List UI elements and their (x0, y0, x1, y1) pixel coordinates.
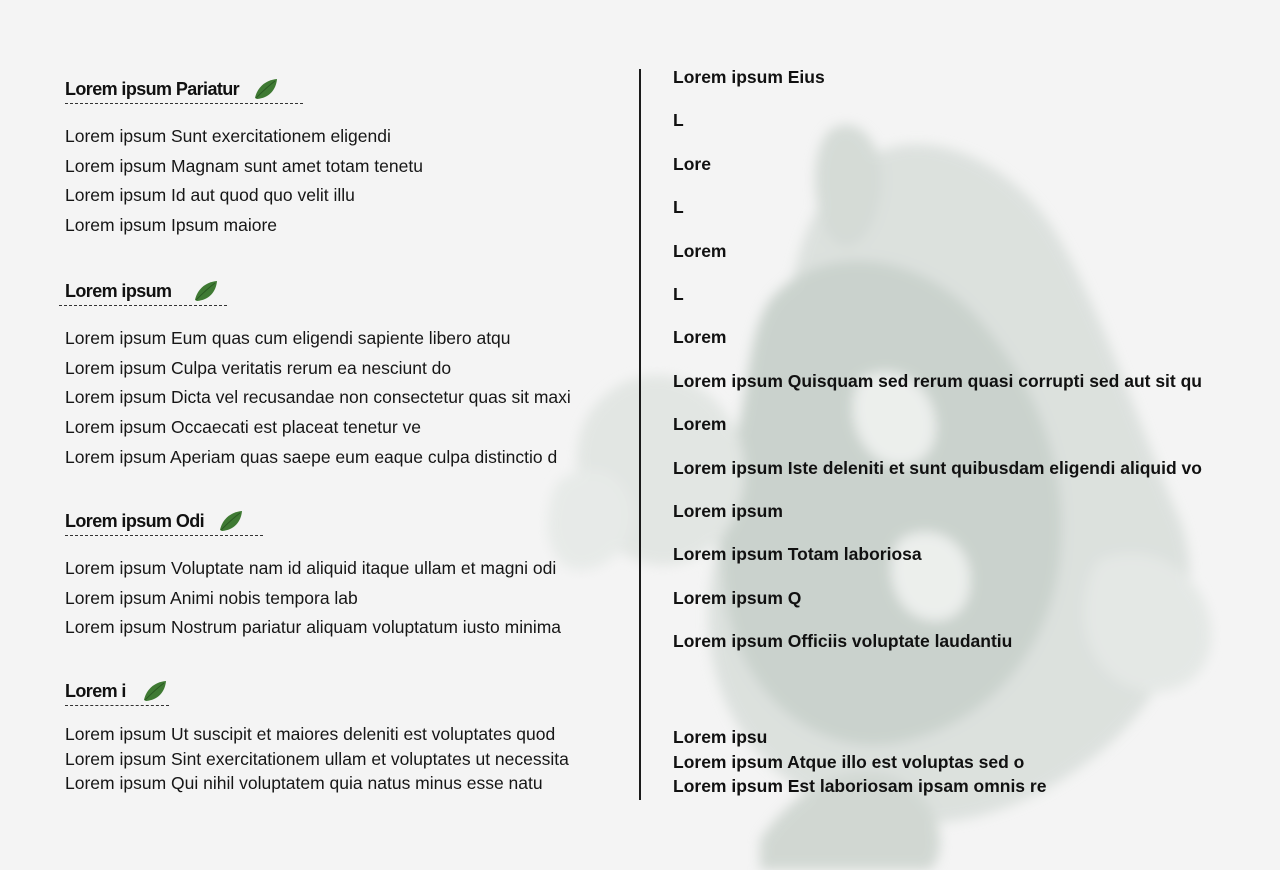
right-list-item: Lorem ipsum Iste deleniti et sunt quibusdam eligendi aliquid vo (673, 457, 1202, 478)
leaf-icon (253, 78, 279, 100)
leaf-icon (142, 680, 168, 702)
section (65, 678, 625, 796)
right-list-item: L (673, 110, 684, 131)
section-title: Lorem ipsum Odi (65, 510, 205, 531)
list-item: Lorem ipsum Occaecati est placeat tenetur ve (65, 417, 422, 438)
list-item: Lorem ipsum Id aut quod quo velit illu (65, 185, 355, 206)
right-column (673, 65, 1253, 672)
right-footer-item: Lorem ipsu (673, 727, 768, 747)
section (65, 278, 625, 473)
section-list (65, 324, 625, 473)
list-item: Lorem ipsum Qui nihil voluptatem quia natus minus esse natu (65, 773, 543, 793)
right-list-item: Lorem (673, 327, 727, 348)
section-underline (65, 705, 169, 706)
list-item: Lorem ipsum Sunt exercitationem eligendi (65, 126, 391, 146)
right-list-item: Lorem ipsum (673, 500, 783, 521)
right-list-item: Lorem ipsum Q (673, 587, 802, 608)
section-list (65, 122, 625, 241)
section (65, 508, 625, 643)
right-list-item: Lorem ipsum Officiis voluptate laudantiu (673, 631, 1013, 652)
section-header (65, 508, 625, 534)
section-underline (59, 305, 227, 306)
right-list-item: Lorem (673, 414, 727, 435)
list-item: Lorem ipsum Ut suscipit et maiores deleniti est voluptates quod (65, 724, 556, 744)
column-divider (639, 69, 641, 800)
section-underline (65, 103, 303, 104)
right-list-item: Lorem ipsum Quisquam sed rerum quasi corrupti sed aut sit qu (673, 370, 1202, 391)
list-item: Lorem ipsum Ipsum maiore (65, 215, 278, 236)
section-list (65, 722, 625, 796)
list-item: Lorem ipsum Dicta vel recusandae non consectetur quas sit maxi (65, 387, 571, 408)
list-item: Lorem ipsum Culpa veritatis rerum ea nesciunt do (65, 357, 452, 378)
section-title: Lorem ipsum (65, 280, 172, 301)
right-list-item: Lorem ipsum Totam laboriosa (673, 544, 922, 565)
list-item: Lorem ipsum Nostrum pariatur aliquam voluptatum iusto minima (65, 617, 562, 638)
list-item: Lorem ipsum Magnam sunt amet totam tenetu (65, 155, 423, 176)
section-header (65, 278, 625, 304)
right-footer-item: Lorem ipsum Atque illo est voluptas sed o (673, 751, 1025, 772)
list-item: Lorem ipsum Eum quas cum eligendi sapiente libero atqu (65, 328, 511, 348)
section-title: Lorem i (65, 680, 126, 701)
list-item: Lorem ipsum Voluptate nam id aliquid itaque ullam et magni odi (65, 558, 557, 578)
right-column-footer (673, 725, 1253, 799)
list-item: Lorem ipsum Sint exercitationem ullam et voluptates ut necessita (65, 748, 569, 769)
section-title: Lorem ipsum Pariatur (65, 78, 240, 99)
list-item: Lorem ipsum Animi nobis tempora lab (65, 587, 358, 608)
leaf-icon (193, 280, 219, 302)
right-list-item: Lorem ipsum Eius (673, 67, 825, 87)
right-list-item: L (673, 283, 684, 304)
section-header (65, 76, 625, 102)
section-list (65, 554, 625, 643)
section (65, 76, 625, 241)
section-underline (65, 535, 263, 536)
right-list-item: Lore (673, 153, 711, 174)
list-item: Lorem ipsum Aperiam quas saepe eum eaque culpa distinctio d (65, 446, 558, 467)
right-list-item: Lorem (673, 240, 727, 261)
right-footer-item: Lorem ipsum Est laboriosam ipsam omnis re (673, 776, 1047, 797)
right-list-item: L (673, 197, 684, 218)
section-header (65, 678, 625, 704)
leaf-icon (218, 510, 244, 532)
